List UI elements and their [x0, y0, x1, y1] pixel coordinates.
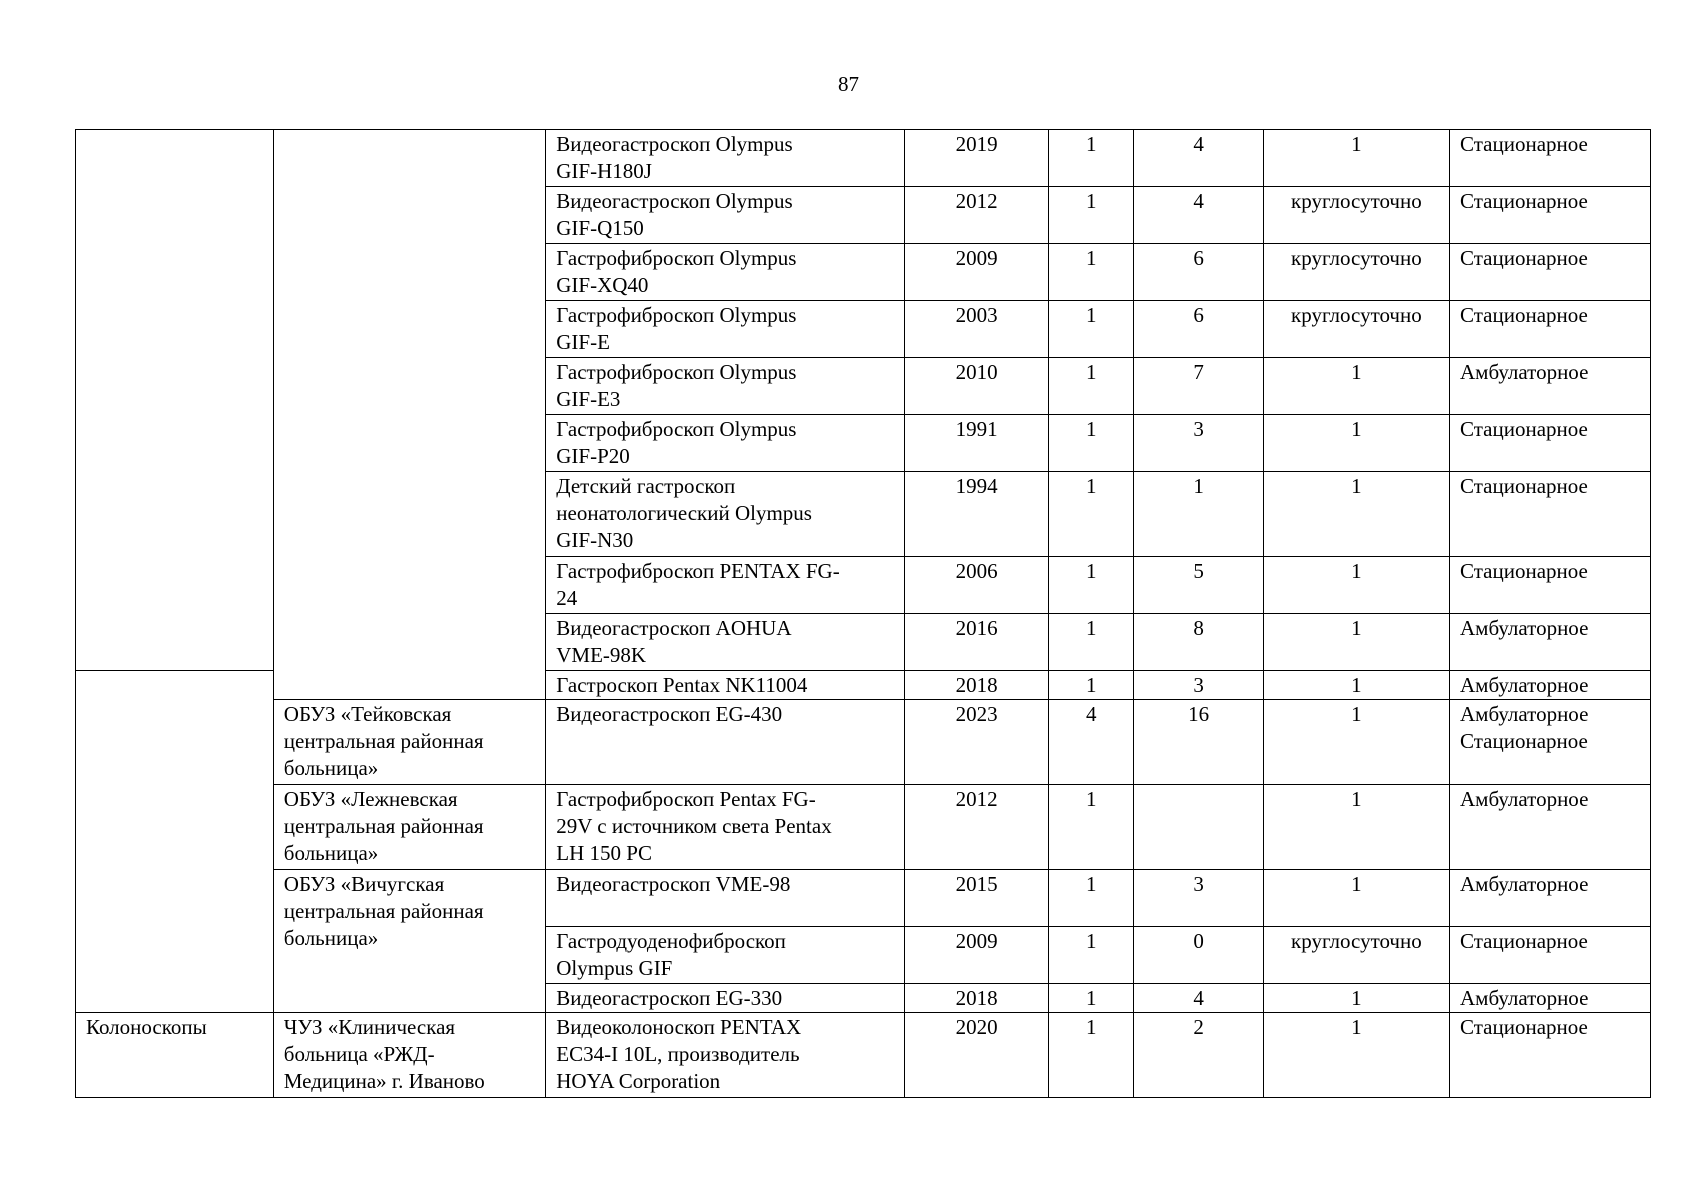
category-cell — [76, 130, 274, 671]
organization-cell: ЧУЗ «Клиническая больница «РЖД- Медицина» г. Иваново — [273, 1013, 545, 1098]
year-cell: 2009 — [905, 927, 1049, 984]
care-type-cell: Стационарное — [1450, 1013, 1651, 1098]
quantity-cell: 1 — [1049, 927, 1134, 984]
table-row — [76, 700, 1651, 785]
equipment-cell: Гастрофиброскоп Olympus GIF-E — [546, 301, 905, 358]
quantity-cell: 1 — [1049, 870, 1134, 927]
mode-cell: круглосуточно — [1263, 927, 1449, 984]
quantity-cell: 1 — [1049, 1013, 1134, 1098]
table-row — [76, 1013, 1651, 1098]
table-row — [76, 785, 1651, 870]
equipment-table — [75, 129, 1651, 1098]
year-cell: 2018 — [905, 671, 1049, 700]
mode-cell: 1 — [1263, 870, 1449, 927]
year-cell: 1994 — [905, 472, 1049, 557]
equipment-cell: Видеогастроскоп EG-330 — [546, 984, 905, 1013]
year-cell: 2006 — [905, 557, 1049, 614]
table-row — [76, 130, 1651, 187]
load-cell: 0 — [1134, 927, 1263, 984]
quantity-cell: 1 — [1049, 557, 1134, 614]
care-type-cell: Стационарное — [1450, 927, 1651, 984]
equipment-cell: Гастрофиброскоп PENTAX FG- 24 — [546, 557, 905, 614]
care-type-cell: Амбулаторное — [1450, 671, 1651, 700]
year-cell: 2019 — [905, 130, 1049, 187]
load-cell: 4 — [1134, 984, 1263, 1013]
care-type-cell: Стационарное — [1450, 557, 1651, 614]
mode-cell: 1 — [1263, 785, 1449, 870]
care-type-cell: Амбулаторное — [1450, 984, 1651, 1013]
page-number: 87 — [838, 72, 859, 96]
load-cell: 16 — [1134, 700, 1263, 785]
quantity-cell: 1 — [1049, 130, 1134, 187]
mode-cell: 1 — [1263, 614, 1449, 671]
care-type-cell: Стационарное — [1450, 244, 1651, 301]
equipment-cell: Видеогастроскоп Olympus GIF-Q150 — [546, 187, 905, 244]
equipment-cell: Видеогастроскоп Olympus GIF-H180J — [546, 130, 905, 187]
year-cell: 2018 — [905, 984, 1049, 1013]
load-cell: 3 — [1134, 671, 1263, 700]
care-type-cell: Стационарное — [1450, 187, 1651, 244]
equipment-cell: Гастрофиброскоп Pentax FG- 29V с источником света Pentax LH 150 PC — [546, 785, 905, 870]
year-cell: 2016 — [905, 614, 1049, 671]
load-cell: 6 — [1134, 244, 1263, 301]
year-cell: 2015 — [905, 870, 1049, 927]
year-cell: 2009 — [905, 244, 1049, 301]
quantity-cell: 1 — [1049, 472, 1134, 557]
load-cell: 6 — [1134, 301, 1263, 358]
care-type-cell: Стационарное — [1450, 472, 1651, 557]
mode-cell: 1 — [1263, 358, 1449, 415]
quantity-cell: 1 — [1049, 187, 1134, 244]
mode-cell: 1 — [1263, 671, 1449, 700]
year-cell: 2012 — [905, 785, 1049, 870]
mode-cell: 1 — [1263, 700, 1449, 785]
mode-cell: 1 — [1263, 415, 1449, 472]
care-type-cell: Стационарное — [1450, 130, 1651, 187]
care-type-cell: Амбулаторное — [1450, 870, 1651, 927]
equipment-cell: Видеогастроскоп AOHUA VME-98K — [546, 614, 905, 671]
equipment-cell: Видеогастроскоп VME-98 — [546, 870, 905, 927]
load-cell: 3 — [1134, 870, 1263, 927]
mode-cell: 1 — [1263, 984, 1449, 1013]
mode-cell: 1 — [1263, 1013, 1449, 1098]
load-cell: 8 — [1134, 614, 1263, 671]
load-cell: 7 — [1134, 358, 1263, 415]
mode-cell: круглосуточно — [1263, 187, 1449, 244]
category-cell — [76, 671, 274, 1013]
mode-cell: 1 — [1263, 472, 1449, 557]
care-type-cell: Амбулаторное — [1450, 785, 1651, 870]
mode-cell: круглосуточно — [1263, 301, 1449, 358]
care-type-cell: Стационарное — [1450, 301, 1651, 358]
load-cell: 3 — [1134, 415, 1263, 472]
quantity-cell: 4 — [1049, 700, 1134, 785]
equipment-cell: Гастродуоденофиброскоп Olympus GIF — [546, 927, 905, 984]
year-cell: 1991 — [905, 415, 1049, 472]
quantity-cell: 1 — [1049, 358, 1134, 415]
quantity-cell: 1 — [1049, 301, 1134, 358]
load-cell: 4 — [1134, 130, 1263, 187]
year-cell: 2012 — [905, 187, 1049, 244]
mode-cell: 1 — [1263, 557, 1449, 614]
year-cell: 2020 — [905, 1013, 1049, 1098]
organization-cell: ОБУЗ «Лежневская центральная районная больница» — [273, 785, 545, 870]
load-cell: 4 — [1134, 187, 1263, 244]
organization-cell: ОБУЗ «Тейковская центральная районная больница» — [273, 700, 545, 785]
year-cell: 2010 — [905, 358, 1049, 415]
load-cell — [1134, 785, 1263, 870]
care-type-cell: Стационарное — [1450, 415, 1651, 472]
category-cell: Колоноскопы — [76, 1013, 274, 1098]
load-cell: 1 — [1134, 472, 1263, 557]
care-type-cell: Амбулаторное Стационарное — [1450, 700, 1651, 785]
equipment-cell: Гастроскоп Pentax NK11004 — [546, 671, 905, 700]
equipment-cell: Гастрофиброскоп Olympus GIF-E3 — [546, 358, 905, 415]
equipment-cell: Видеогастроскоп EG-430 — [546, 700, 905, 785]
year-cell: 2023 — [905, 700, 1049, 785]
quantity-cell: 1 — [1049, 785, 1134, 870]
load-cell: 5 — [1134, 557, 1263, 614]
quantity-cell: 1 — [1049, 244, 1134, 301]
year-cell: 2003 — [905, 301, 1049, 358]
quantity-cell: 1 — [1049, 671, 1134, 700]
load-cell: 2 — [1134, 1013, 1263, 1098]
equipment-cell: Гастрофиброскоп Olympus GIF-P20 — [546, 415, 905, 472]
mode-cell: 1 — [1263, 130, 1449, 187]
equipment-cell: Детский гастроскоп неонатологический Olympus GIF-N30 — [546, 472, 905, 557]
equipment-cell: Гастрофиброскоп Olympus GIF-XQ40 — [546, 244, 905, 301]
care-type-cell: Амбулаторное — [1450, 614, 1651, 671]
care-type-cell: Амбулаторное — [1450, 358, 1651, 415]
mode-cell: круглосуточно — [1263, 244, 1449, 301]
quantity-cell: 1 — [1049, 984, 1134, 1013]
quantity-cell: 1 — [1049, 614, 1134, 671]
organization-cell: ОБУЗ «Вичугская центральная районная больница» — [273, 870, 545, 1013]
table-row — [76, 870, 1651, 927]
quantity-cell: 1 — [1049, 415, 1134, 472]
equipment-cell: Видеоколоноскоп PENTAX EC34-I 10L, производитель HOYA Corporation — [546, 1013, 905, 1098]
organization-cell — [273, 130, 545, 700]
